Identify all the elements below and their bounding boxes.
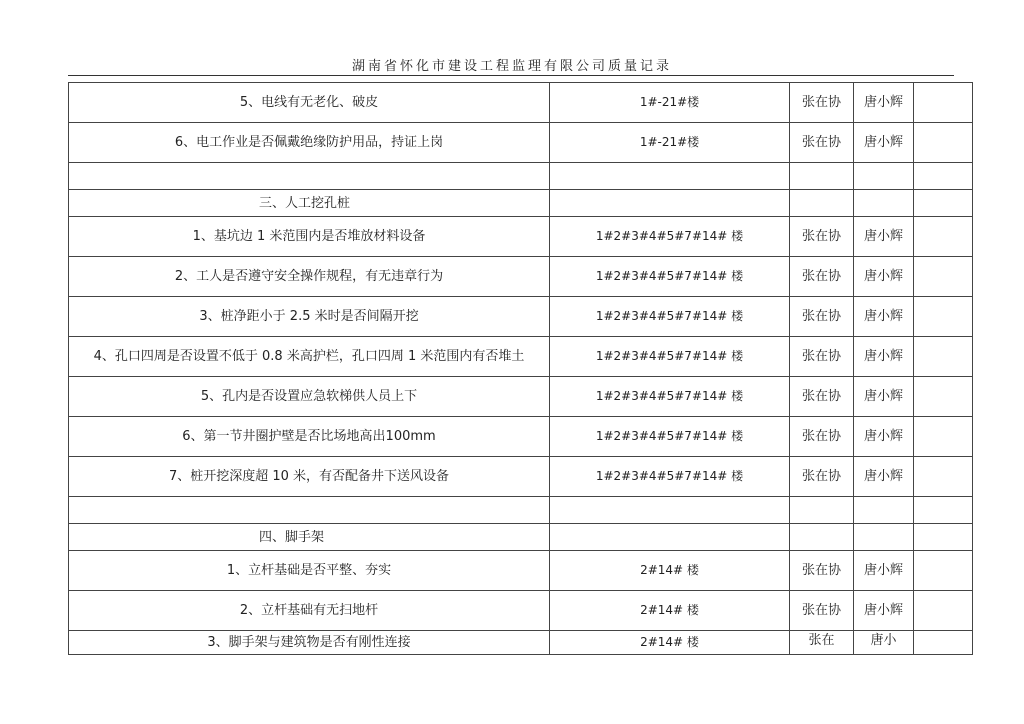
- table-row: [69, 417, 973, 457]
- inspection-item: 6、第一节井圈护壁是否比场地高出100mm: [69, 417, 550, 457]
- table-row: [69, 123, 973, 163]
- inspection-item: 3、脚手架与建筑物是否有刚性连接: [69, 631, 550, 655]
- inspection-item: 7、桩开挖深度超 10 米，有否配备井下送风设备: [69, 457, 550, 497]
- empty-cell: [790, 190, 854, 217]
- empty-cell: [790, 524, 854, 551]
- supervisor-name: 唐小辉: [854, 457, 914, 497]
- remark-cell: [914, 377, 973, 417]
- empty-cell: [790, 497, 854, 524]
- supervisor-name: 唐小辉: [854, 417, 914, 457]
- inspection-item: 3、桩净距小于 2.5 米时是否间隔开挖: [69, 297, 550, 337]
- supervisor-name: 唐小辉: [854, 257, 914, 297]
- empty-cell: [69, 497, 550, 524]
- inspector-name: 张在: [790, 631, 854, 655]
- empty-cell: [914, 190, 973, 217]
- empty-cell: [550, 163, 790, 190]
- remark-cell: [914, 591, 973, 631]
- inspector-name: 张在协: [790, 417, 854, 457]
- building-location: 2#14# 楼: [550, 591, 790, 631]
- supervisor-name: 唐小辉: [854, 377, 914, 417]
- table-row: [69, 217, 973, 257]
- table-row: [69, 457, 973, 497]
- inspection-item: 5、孔内是否设置应急软梯供人员上下: [69, 377, 550, 417]
- inspector-name: 张在协: [790, 591, 854, 631]
- inspector-name: 张在协: [790, 83, 854, 123]
- table-row: [69, 297, 973, 337]
- section-row: [69, 190, 973, 217]
- inspection-item: 1、基坑边 1 米范围内是否堆放材料设备: [69, 217, 550, 257]
- table-row: [69, 83, 973, 123]
- supervisor-name: 唐小辉: [854, 123, 914, 163]
- inspector-name: 张在协: [790, 257, 854, 297]
- table-row: [69, 631, 973, 655]
- building-location: 1#2#3#4#5#7#14# 楼: [550, 417, 790, 457]
- inspection-item: 4、孔口四周是否设置不低于 0.8 米高护栏，孔口四周 1 米范围内有否堆土: [69, 337, 550, 377]
- remark-cell: [914, 217, 973, 257]
- empty-cell: [914, 163, 973, 190]
- empty-cell: [854, 524, 914, 551]
- inspection-item: 5、电线有无老化、破皮: [69, 83, 550, 123]
- inspector-name: 张在协: [790, 217, 854, 257]
- header-divider: [68, 75, 954, 76]
- remark-cell: [914, 257, 973, 297]
- table-row: [69, 257, 973, 297]
- supervisor-name: 唐小辉: [854, 297, 914, 337]
- building-location: 2#14# 楼: [550, 551, 790, 591]
- supervisor-name: 唐小辉: [854, 217, 914, 257]
- section-row: [69, 524, 973, 551]
- empty-cell: [854, 163, 914, 190]
- table-row: [69, 551, 973, 591]
- inspection-item: 2、立杆基础有无扫地杆: [69, 591, 550, 631]
- empty-cell: [914, 497, 973, 524]
- blank-row: [69, 497, 973, 524]
- inspector-name: 张在协: [790, 337, 854, 377]
- supervisor-name: 唐小: [854, 631, 914, 655]
- empty-cell: [550, 190, 790, 217]
- section-heading: 四、脚手架: [69, 524, 550, 551]
- supervisor-name: 唐小辉: [854, 83, 914, 123]
- building-location: 2#14# 楼: [550, 631, 790, 655]
- supervisor-name: 唐小辉: [854, 591, 914, 631]
- inspection-item: 2、工人是否遵守安全操作规程，有无违章行为: [69, 257, 550, 297]
- remark-cell: [914, 631, 973, 655]
- supervisor-name: 唐小辉: [854, 551, 914, 591]
- inspector-name: 张在协: [790, 297, 854, 337]
- inspector-name: 张在协: [790, 377, 854, 417]
- supervisor-name: 唐小辉: [854, 337, 914, 377]
- remark-cell: [914, 83, 973, 123]
- building-location: 1#2#3#4#5#7#14# 楼: [550, 457, 790, 497]
- building-location: 1#2#3#4#5#7#14# 楼: [550, 337, 790, 377]
- remark-cell: [914, 123, 973, 163]
- remark-cell: [914, 297, 973, 337]
- remark-cell: [914, 337, 973, 377]
- empty-cell: [914, 524, 973, 551]
- table-row: [69, 337, 973, 377]
- section-heading: 三、人工挖孔桩: [69, 190, 550, 217]
- table-row: [69, 377, 973, 417]
- table-row: [69, 591, 973, 631]
- empty-cell: [790, 163, 854, 190]
- empty-cell: [854, 497, 914, 524]
- remark-cell: [914, 551, 973, 591]
- empty-cell: [69, 163, 550, 190]
- building-location: 1#2#3#4#5#7#14# 楼: [550, 257, 790, 297]
- inspection-item: 1、立杆基础是否平整、夯实: [69, 551, 550, 591]
- remark-cell: [914, 457, 973, 497]
- inspection-item: 6、电工作业是否佩戴绝缘防护用品，持证上岗: [69, 123, 550, 163]
- building-location: 1#2#3#4#5#7#14# 楼: [550, 217, 790, 257]
- building-location: 1#2#3#4#5#7#14# 楼: [550, 297, 790, 337]
- inspector-name: 张在协: [790, 457, 854, 497]
- inspector-name: 张在协: [790, 551, 854, 591]
- remark-cell: [914, 417, 973, 457]
- table-body: [69, 83, 973, 655]
- quality-record-table: [68, 82, 973, 655]
- building-location: 1#-21#楼: [550, 83, 790, 123]
- empty-cell: [854, 190, 914, 217]
- empty-cell: [550, 524, 790, 551]
- blank-row: [69, 163, 973, 190]
- building-location: 1#-21#楼: [550, 123, 790, 163]
- page-header-title: 湖南省怀化市建设工程监理有限公司质量记录: [351, 59, 672, 74]
- building-location: 1#2#3#4#5#7#14# 楼: [550, 377, 790, 417]
- inspector-name: 张在协: [790, 123, 854, 163]
- empty-cell: [550, 497, 790, 524]
